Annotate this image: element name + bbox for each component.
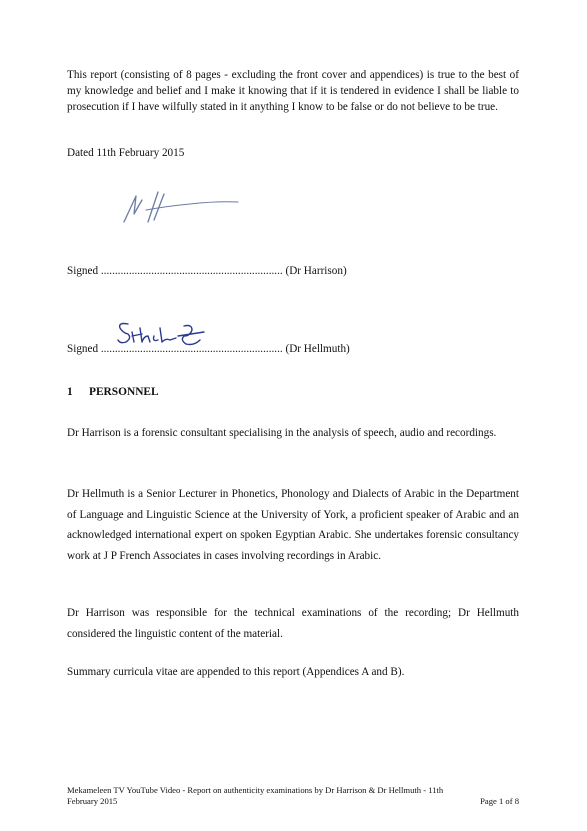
signed-line-hellmuth — [67, 343, 350, 355]
signed-dots: ................................................................. — [100, 343, 283, 355]
signed-line-harrison — [67, 265, 347, 277]
signatory-name: (Dr Hellmuth) — [285, 343, 350, 355]
signatory-name: (Dr Harrison) — [285, 265, 347, 277]
harrison-signature-image — [118, 186, 242, 226]
footer-title-line: Mekameleen TV YouTube Video - Report on authenticity examinations by Dr Harrison & Dr Hellmuth - 11th — [67, 785, 444, 795]
page-number: Page 1 of 8 — [480, 795, 519, 806]
signed-label: Signed — [67, 265, 99, 277]
dated-line: Dated 11th February 2015 — [67, 147, 185, 159]
section-number: 1 — [67, 386, 73, 398]
section-heading — [67, 386, 159, 398]
page-footer — [67, 785, 519, 807]
section-title: PERSONNEL — [89, 386, 159, 398]
paragraph-harrison-role: Dr Harrison is a forensic consultant specialising in the analysis of speech, audio and recordings. — [67, 427, 497, 439]
signed-dots: ................................................................. — [100, 265, 283, 277]
declaration-paragraph: This report (consisting of 8 pages - excluding the front cover and appendices) is true to the best of my knowledge and belief and I make it knowing that if it is tendered in evidence I shall be liable to prosecution if I have wilfully stated in it anything I know to be false or do not believe to be true. — [67, 69, 519, 114]
signed-label: Signed — [67, 343, 99, 355]
paragraph-responsibilities: Dr Harrison was responsible for the technical examinations of the recording; Dr Hellmuth considered the linguistic content of the material. — [67, 607, 519, 640]
paragraph-hellmuth-role: Dr Hellmuth is a Senior Lecturer in Phonetics, Phonology and Dialects of Arabic in the Department of Language and Linguistic Science at the University of York, a proficient speaker of Arabic and an acknowledged international expert on spoken Egyptian Arabic. She undertakes forensic consultancy work at J P French Associates in cases involving recordings in Arabic. — [67, 488, 519, 563]
footer-date: February 2015 — [67, 795, 118, 806]
paragraph-cv-note: Summary curricula vitae are appended to this report (Appendices A and B). — [67, 666, 405, 678]
